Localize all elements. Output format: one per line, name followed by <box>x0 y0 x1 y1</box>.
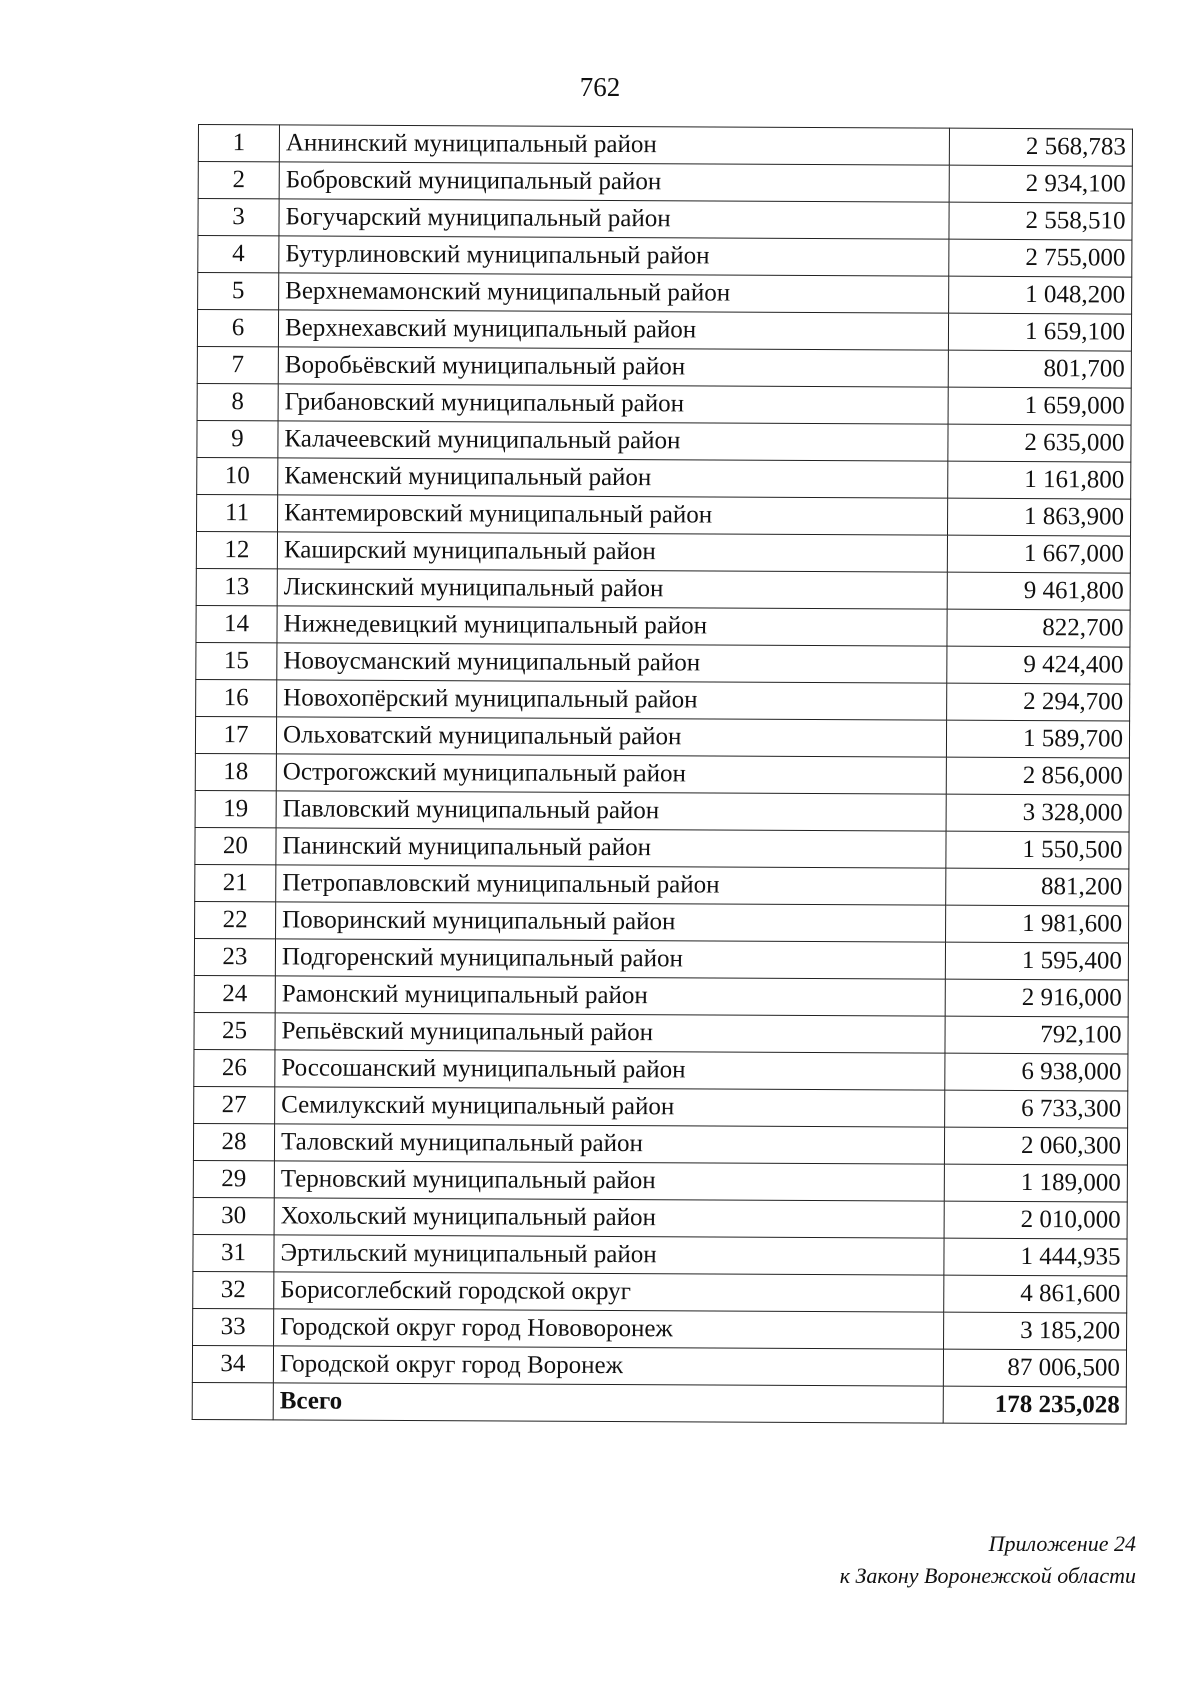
row-number: 31 <box>193 1234 274 1271</box>
table-row <box>195 790 1129 832</box>
table-row <box>197 346 1131 388</box>
amount-value: 1 595,400 <box>945 942 1128 980</box>
row-number: 27 <box>194 1086 275 1123</box>
row-number: 23 <box>194 938 275 975</box>
annex-line-1: Приложение 24 <box>988 1531 1136 1556</box>
table-row <box>194 975 1128 1017</box>
amount-value: 178 235,028 <box>943 1386 1126 1424</box>
table-row <box>194 1086 1128 1128</box>
row-number: 18 <box>195 753 276 790</box>
amount-value: 1 659,100 <box>948 313 1131 351</box>
amount-value: 1 863,900 <box>947 498 1130 536</box>
row-number: 13 <box>196 568 277 605</box>
district-name: Павловский муниципальный район <box>276 791 946 831</box>
table-row <box>196 605 1130 647</box>
table-row <box>198 273 1132 315</box>
row-number: 12 <box>196 531 277 568</box>
amount-value: 3 328,000 <box>946 794 1129 832</box>
district-name: Грибановский муниципальный район <box>278 384 948 424</box>
table-row <box>197 457 1131 499</box>
table-row <box>195 901 1129 943</box>
table-row <box>193 1160 1127 1202</box>
table-row <box>196 531 1130 573</box>
amount-value: 1 589,700 <box>946 720 1129 758</box>
district-name: Острогожский муниципальный район <box>276 754 946 794</box>
district-name: Ольховатский муниципальный район <box>276 717 946 757</box>
table-row <box>197 310 1131 352</box>
amount-value: 2 934,100 <box>949 165 1132 203</box>
amount-value: 881,200 <box>946 868 1129 906</box>
row-number: 9 <box>197 420 278 457</box>
district-name: Борисоглебский городской округ <box>274 1272 944 1312</box>
table-row <box>193 1234 1127 1276</box>
district-name: Верхнехавский муниципальный район <box>278 310 948 350</box>
amount-value: 2 856,000 <box>946 757 1129 795</box>
district-name: Кантемировский муниципальный район <box>278 495 948 535</box>
row-number: 26 <box>194 1049 275 1086</box>
amount-value: 2 060,300 <box>944 1127 1127 1165</box>
amount-value: 801,700 <box>948 350 1131 388</box>
district-name: Петропавловский муниципальный район <box>276 865 946 905</box>
table-row <box>196 642 1130 684</box>
table-row <box>194 1012 1128 1054</box>
district-name: Верхнемамонский муниципальный район <box>279 273 949 313</box>
row-number: 3 <box>198 199 279 236</box>
row-number: 7 <box>197 346 278 383</box>
district-name: Поворинский муниципальный район <box>276 902 946 942</box>
district-name: Калачеевский муниципальный район <box>278 421 948 461</box>
amount-value: 2 755,000 <box>949 239 1132 277</box>
amount-value: 1 667,000 <box>947 535 1130 573</box>
table-row <box>193 1123 1127 1165</box>
table-row <box>198 199 1132 241</box>
amount-value: 1 444,935 <box>944 1238 1127 1276</box>
district-name: Бобровский муниципальный район <box>279 162 949 202</box>
table-row <box>195 864 1129 906</box>
row-number: 15 <box>196 642 277 679</box>
amount-value: 2 916,000 <box>945 979 1128 1017</box>
row-number: 25 <box>194 1012 275 1049</box>
amount-value: 1 550,500 <box>946 831 1129 869</box>
district-name: Новохопёрский муниципальный район <box>277 680 947 720</box>
table-row <box>195 716 1129 758</box>
district-name: Панинский муниципальный район <box>276 828 946 868</box>
table-row <box>197 420 1131 462</box>
table-row <box>198 236 1132 278</box>
table-row <box>198 125 1132 167</box>
district-name: Воробьёвский муниципальный район <box>278 347 948 387</box>
table-body <box>192 125 1132 1425</box>
district-name: Нижнедевицкий муниципальный район <box>277 606 947 646</box>
table-row <box>195 753 1129 795</box>
amount-value: 2 635,000 <box>948 424 1131 462</box>
annex-caption <box>840 1528 1136 1592</box>
row-number: 8 <box>197 383 278 420</box>
district-name: Каменский муниципальный район <box>278 458 948 498</box>
amount-value: 3 185,200 <box>944 1312 1127 1350</box>
district-name: Рамонский муниципальный район <box>275 976 945 1016</box>
row-number: 17 <box>195 716 276 753</box>
amount-value: 822,700 <box>947 609 1130 647</box>
row-number: 16 <box>196 679 277 716</box>
table-row <box>192 1345 1126 1387</box>
district-name: Бутурлиновский муниципальный район <box>279 236 949 276</box>
table-row <box>194 1049 1128 1091</box>
row-number: 14 <box>196 605 277 642</box>
districts-table <box>192 124 1133 1425</box>
amount-value: 2 558,510 <box>949 202 1132 240</box>
district-name: Аннинский муниципальный район <box>279 125 949 165</box>
amount-value: 6 733,300 <box>945 1090 1128 1128</box>
row-number: 5 <box>198 273 279 310</box>
page-number: 762 <box>579 72 621 102</box>
table-row <box>196 679 1130 721</box>
amount-value: 2 568,783 <box>949 128 1132 166</box>
row-number: 19 <box>195 790 276 827</box>
row-number: 32 <box>193 1271 274 1308</box>
row-number <box>192 1382 273 1419</box>
annex-line-2: к Закону Воронежской области <box>839 1563 1136 1588</box>
row-number: 29 <box>193 1160 274 1197</box>
amount-value: 1 981,600 <box>946 905 1129 943</box>
district-name: Семилукский муниципальный район <box>275 1087 945 1127</box>
amount-value: 2 294,700 <box>947 683 1130 721</box>
district-name: Репьёвский муниципальный район <box>275 1013 945 1053</box>
district-name: Россошанский муниципальный район <box>275 1050 945 1090</box>
amount-value: 1 189,000 <box>944 1164 1127 1202</box>
row-number: 6 <box>197 310 278 347</box>
amount-value: 1 048,200 <box>949 276 1132 314</box>
row-number: 4 <box>198 236 279 273</box>
amount-value: 2 010,000 <box>944 1201 1127 1239</box>
row-number: 20 <box>195 827 276 864</box>
row-number: 22 <box>195 901 276 938</box>
table-row <box>197 494 1131 536</box>
district-name: Каширский муниципальный район <box>277 532 947 572</box>
district-name: Богучарский муниципальный район <box>279 199 949 239</box>
district-name: Таловский муниципальный район <box>274 1124 944 1164</box>
table-row <box>195 827 1129 869</box>
amount-value: 4 861,600 <box>944 1275 1127 1313</box>
district-name: Хохольский муниципальный район <box>274 1198 944 1238</box>
row-number: 28 <box>193 1123 274 1160</box>
district-name: Терновский муниципальный район <box>274 1161 944 1201</box>
table-row <box>196 568 1130 610</box>
amount-value: 9 461,800 <box>947 572 1130 610</box>
total-row <box>192 1382 1126 1424</box>
table-row <box>193 1308 1127 1350</box>
table-row <box>193 1271 1127 1313</box>
district-name: Новоусманский муниципальный район <box>277 643 947 683</box>
district-name: Городской округ город Нововоронеж <box>274 1309 944 1349</box>
row-number: 11 <box>197 494 278 531</box>
district-name: Эртильский муниципальный район <box>274 1235 944 1275</box>
district-name: Городской округ город Воронеж <box>273 1346 943 1386</box>
row-number: 30 <box>193 1197 274 1234</box>
amount-value: 1 161,800 <box>948 461 1131 499</box>
amount-value: 6 938,000 <box>945 1053 1128 1091</box>
row-number: 1 <box>198 125 279 162</box>
district-name: Лискинский муниципальный район <box>277 569 947 609</box>
amount-value: 9 424,400 <box>947 646 1130 684</box>
district-name: Всего <box>273 1383 943 1423</box>
row-number: 33 <box>193 1308 274 1345</box>
table-row <box>194 938 1128 980</box>
row-number: 2 <box>198 162 279 199</box>
amount-value: 1 659,000 <box>948 387 1131 425</box>
amount-value: 792,100 <box>945 1016 1128 1054</box>
row-number: 10 <box>197 457 278 494</box>
table-row <box>193 1197 1127 1239</box>
row-number: 24 <box>194 975 275 1012</box>
district-name: Подгоренский муниципальный район <box>275 939 945 979</box>
row-number: 21 <box>195 864 276 901</box>
amount-value: 87 006,500 <box>943 1349 1126 1387</box>
table-row <box>198 162 1132 204</box>
table-row <box>197 383 1131 425</box>
row-number: 34 <box>192 1345 273 1382</box>
